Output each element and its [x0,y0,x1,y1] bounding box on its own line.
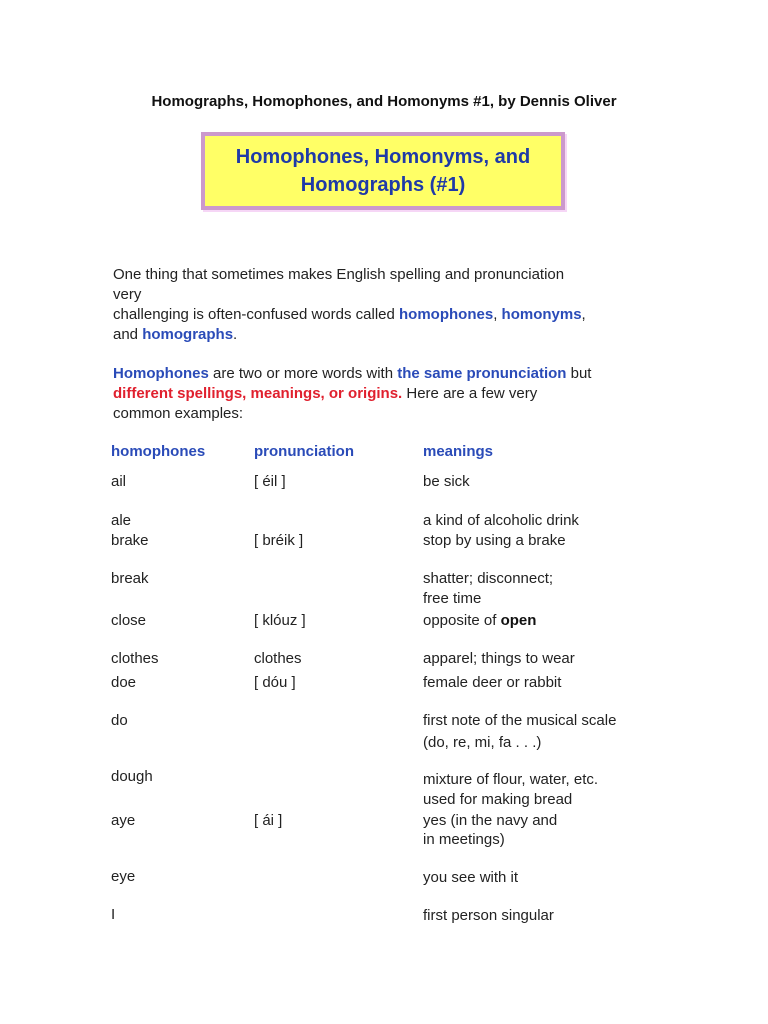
intro-line-3 [113,305,653,325]
meaning-cell: you see with it [423,869,519,886]
word-cell: eye [111,868,136,885]
definition-line-1 [113,364,658,384]
title-box [201,132,565,210]
word-cell: close [111,612,147,629]
definition-text: but [566,365,592,382]
definition-text: are two or more words with [208,365,398,382]
meaning-cell: stop by using a brake [423,532,566,549]
intro-text: . [233,326,238,343]
definition-text: Here are a few very [402,385,538,402]
definition-term: Homophones [113,365,209,382]
term-homophones: homophones [399,306,494,323]
title-line-2: Homographs (#1) [300,174,466,196]
meaning-cell [423,611,536,631]
meaning-emphasis: open [500,612,537,629]
meaning-cell: yes (in the navy and [423,812,558,829]
meaning-cell: first person singular [423,907,554,924]
column-header-meanings: meanings [423,443,494,460]
meaning-cell: a kind of alcoholic drink [423,512,579,529]
intro-paragraph [113,265,653,345]
meaning-cell: used for making bread [423,791,573,808]
pronunciation-cell: [ dóu ] [254,674,296,691]
intro-line-1: One thing that sometimes makes English spelling and pronunciation [113,266,565,283]
word-cell: brake [111,532,149,549]
word-cell: dough [111,768,153,785]
pronunciation-cell: [ bréik ] [254,532,304,549]
word-cell: ail [111,473,127,490]
meaning-cell: apparel; things to wear [423,650,575,667]
title-line-1: Homophones, Homonyms, and [235,146,531,168]
pronunciation-cell: [ éil ] [254,473,286,490]
word-cell: ale [111,512,132,529]
meaning-cell: first note of the musical scale [423,712,617,729]
pronunciation-cell: [ ái ] [254,812,283,829]
intro-line-4 [113,325,653,345]
meaning-cell: be sick [423,473,470,490]
column-header-homophones: homophones [111,443,206,460]
word-cell: do [111,712,128,729]
meaning-cell: female deer or rabbit [423,674,562,691]
column-header-pronunciation: pronunciation [254,443,354,460]
word-cell: break [111,570,149,587]
meaning-cell: (do, re, mi, fa . . .) [423,734,542,751]
page-header: Homographs, Homophones, and Homonyms #1, by Dennis Oliver [151,93,617,110]
intro-text: and [113,326,143,343]
word-cell: aye [111,812,136,829]
intro-line-2: very [113,286,142,303]
term-homographs: homographs [142,326,234,343]
pronunciation-cell: [ klóuz ] [254,612,306,629]
pronunciation-cell: clothes [254,650,302,667]
meaning-cell: in meetings) [423,831,505,848]
meaning-cell: shatter; disconnect; [423,570,554,587]
intro-separator: , [581,306,586,323]
intro-text: challenging is often-confused words called [113,306,400,323]
definition-paragraph [113,364,658,424]
definition-line-3: common examples: [113,405,244,422]
term-homonyms: homonyms [501,306,582,323]
meaning-cell: free time [423,590,482,607]
definition-line-2 [113,384,658,404]
word-cell: clothes [111,650,159,667]
word-cell: doe [111,674,137,691]
word-cell: I [111,906,116,923]
definition-highlight-pronunciation: the same pronunciation [397,365,567,382]
meaning-cell: mixture of flour, water, etc. [423,771,599,788]
meaning-text: opposite of [423,612,501,629]
definition-highlight-differences: different spellings, meanings, or origins. [113,385,403,402]
intro-separator: , [493,306,502,323]
